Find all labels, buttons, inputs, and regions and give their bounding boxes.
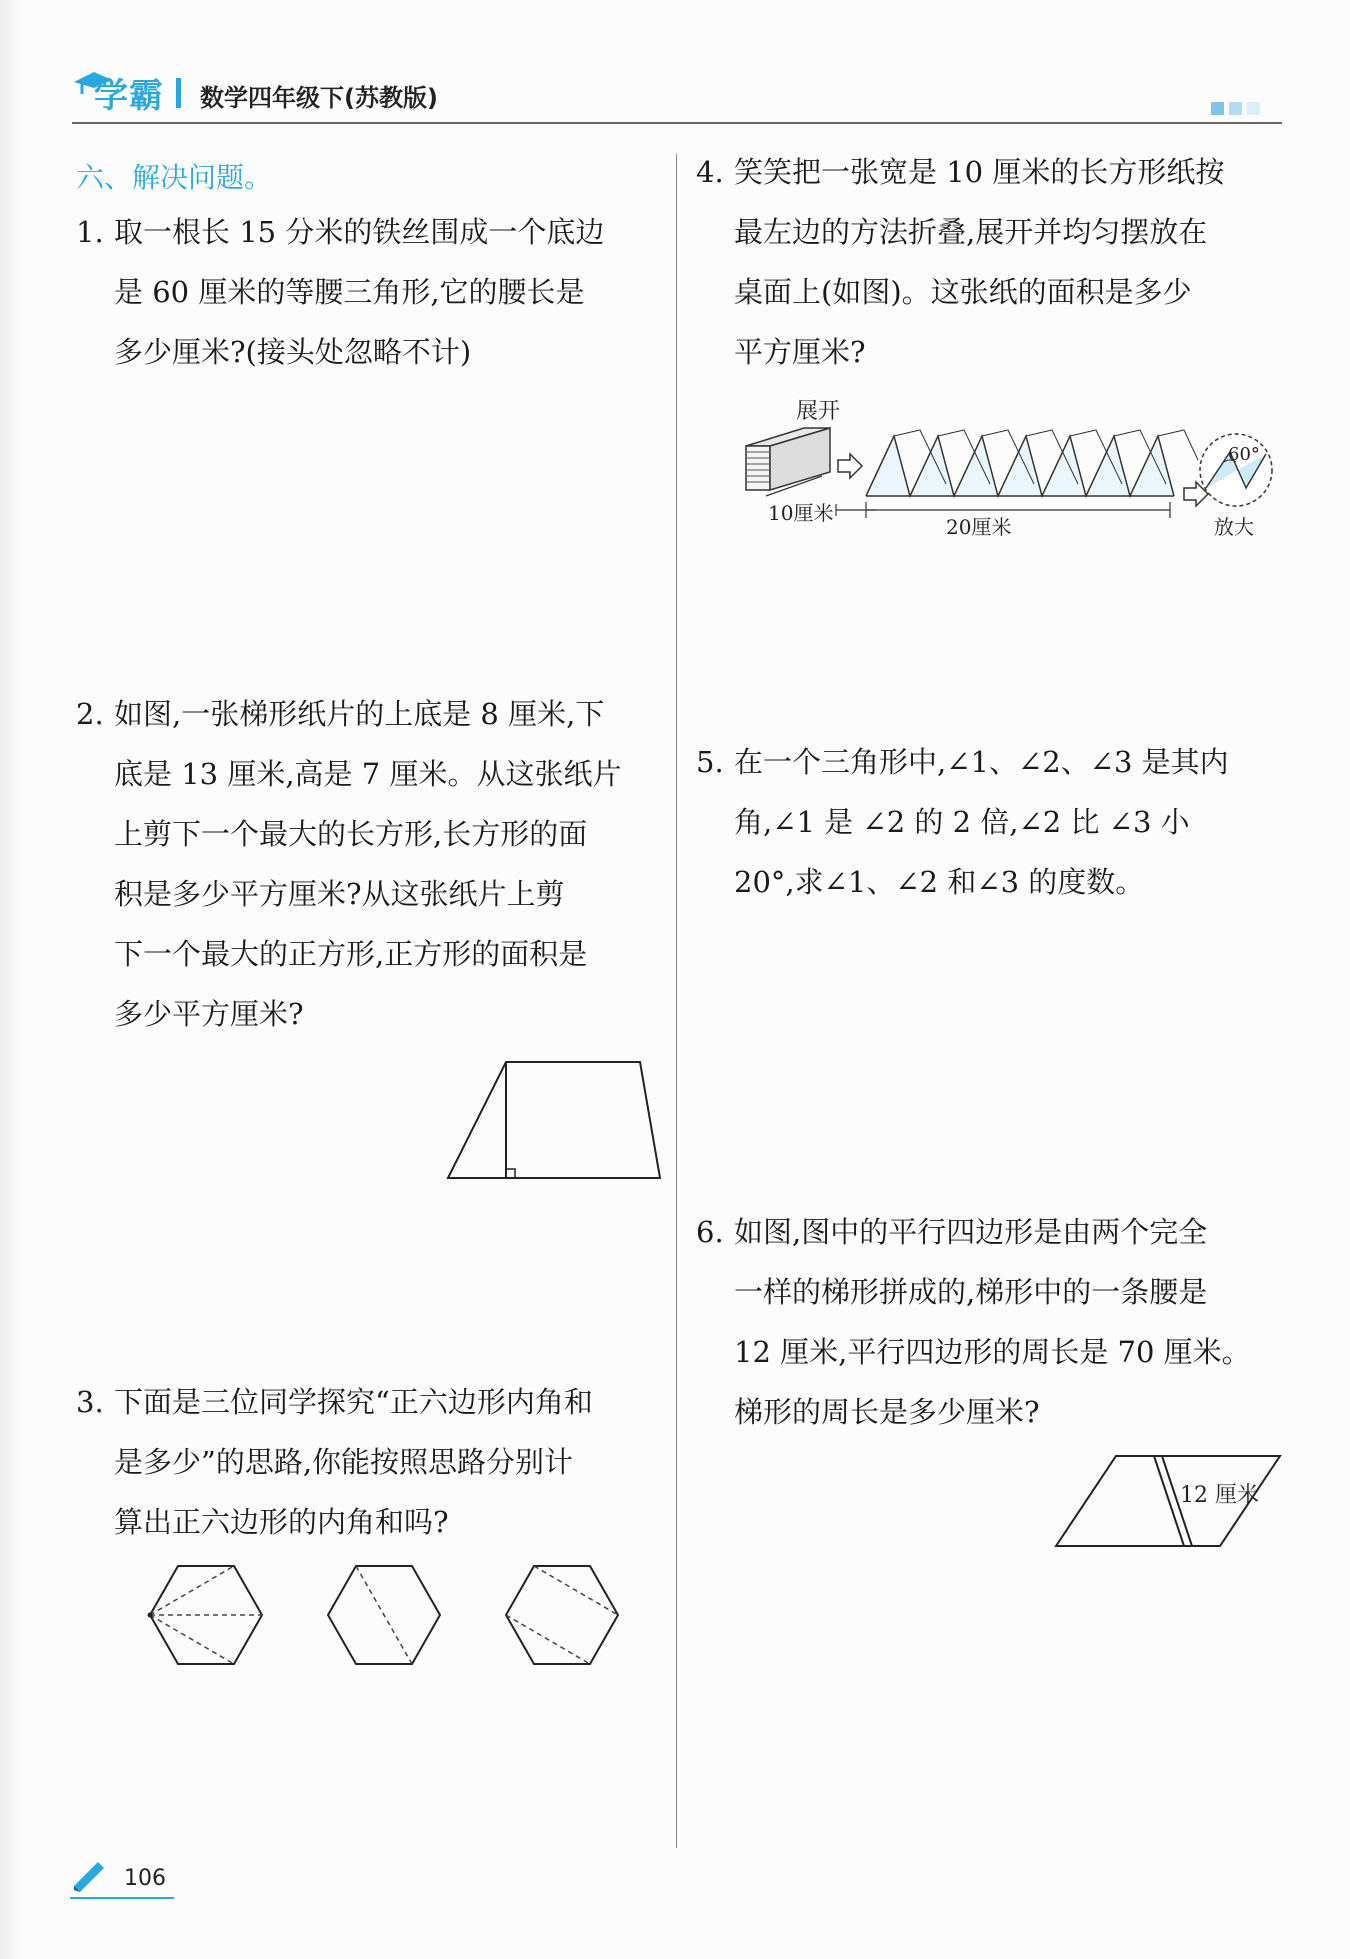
scan-shadow (0, 0, 22, 1959)
problem-line: 平方厘米? (734, 335, 866, 369)
trapezoid-figure (440, 1058, 666, 1184)
problem-number: 4. (696, 155, 724, 189)
unfold-label: 展开 (796, 399, 841, 424)
problem-number: 5. (696, 745, 724, 779)
hexagon-method-1 (148, 1566, 263, 1664)
problem-line: 最左边的方法折叠,展开并均匀摆放在 (734, 215, 1208, 249)
problem-line: 一样的梯形拼成的,梯形中的一条腰是 (734, 1275, 1208, 1309)
angle-label: 60° (1228, 444, 1260, 465)
footer-rule (70, 1897, 174, 1899)
length-label: 20厘米 (946, 515, 1012, 539)
zigzag-paper (866, 430, 1198, 496)
problem-line: 下面是三位同学探究“正六边形内角和 (114, 1385, 593, 1419)
problem-line: 梯形的周长是多少厘米? (734, 1395, 1040, 1429)
problem-line: 取一根长 15 分米的铁丝围成一个底边 (114, 215, 605, 249)
problem-line: 积是多少平方厘米?从这张纸片上剪 (114, 877, 565, 911)
problem-text (734, 732, 1286, 912)
decor-square (1211, 102, 1224, 115)
hexagon-figures (140, 1560, 630, 1670)
header-rule (72, 122, 1282, 124)
problem-line: 桌面上(如图)。这张纸的面积是多少 (734, 275, 1192, 309)
problem-text (114, 202, 666, 382)
column-divider (676, 154, 677, 1848)
header-decoration (1211, 102, 1260, 115)
problem-line: 底是 13 厘米,高是 7 厘米。从这张纸片 (114, 757, 622, 791)
problem-line: 笑笑把一张宽是 10 厘米的长方形纸按 (734, 155, 1225, 189)
folded-paper-figure (740, 388, 1280, 548)
problem-text (734, 142, 1286, 382)
problem-line: 多少平方厘米? (114, 997, 304, 1031)
page-header (72, 64, 1282, 126)
problem-number: 3. (76, 1385, 104, 1419)
problem-5 (696, 732, 1286, 912)
problem-number: 6. (696, 1215, 724, 1249)
page-number: 106 (124, 1866, 166, 1891)
pencil-icon (70, 1860, 110, 1896)
problem-4 (696, 142, 1286, 382)
problem-line: 在一个三角形中,∠1、∠2、∠3 是其内 (734, 745, 1229, 779)
problem-line: 角,∠1 是 ∠2 的 2 倍,∠2 比 ∠3 小 (734, 805, 1190, 839)
problem-line: 12 厘米,平行四边形的周长是 70 厘米。 (734, 1335, 1251, 1369)
problem-2 (76, 684, 666, 1044)
decor-square (1247, 102, 1260, 115)
problem-line: 如图,图中的平行四边形是由两个完全 (734, 1215, 1208, 1249)
problem-number: 2. (76, 697, 104, 731)
problem-6 (696, 1202, 1286, 1442)
leg-label: 12 厘米 (1180, 1483, 1259, 1508)
problem-line: 上剪下一个最大的长方形,长方形的面 (114, 817, 588, 851)
problem-line: 是多少”的思路,你能按照思路分别计 (114, 1445, 574, 1479)
problem-number: 1. (76, 215, 104, 249)
logo-text: 学霸 (94, 76, 164, 116)
problem-line: 算出正六边形的内角和吗? (114, 1505, 449, 1539)
hexagon-method-2 (328, 1566, 440, 1664)
problem-1 (76, 202, 666, 382)
problem-line: 是 60 厘米的等腰三角形,它的腰长是 (114, 275, 585, 309)
hexagon-method-3 (506, 1566, 618, 1664)
problem-text (734, 1202, 1286, 1442)
book-title: 数学四年级下(苏教版) (200, 84, 438, 112)
problem-line: 下一个最大的正方形,正方形的面积是 (114, 937, 588, 971)
problem-text (114, 684, 666, 1044)
problem-line: 多少厘米?(接头处忽略不计) (114, 335, 472, 369)
width-label: 10厘米 (768, 501, 834, 525)
parallelogram-figure (1050, 1452, 1286, 1552)
arrow-right-icon (838, 454, 862, 478)
problem-3 (76, 1372, 666, 1552)
zoom-label: 放大 (1214, 515, 1254, 539)
section-title: 六、解决问题。 (76, 161, 273, 194)
zoom-circle (1200, 434, 1272, 506)
problem-line: 如图,一张梯形纸片的上底是 8 厘米,下 (114, 697, 605, 731)
decor-square (1229, 102, 1242, 115)
logo-separator (176, 78, 181, 108)
folded-stack (746, 428, 830, 490)
problem-text (114, 1372, 666, 1552)
problem-line: 20°,求∠1、∠2 和∠3 的度数。 (734, 865, 1145, 899)
